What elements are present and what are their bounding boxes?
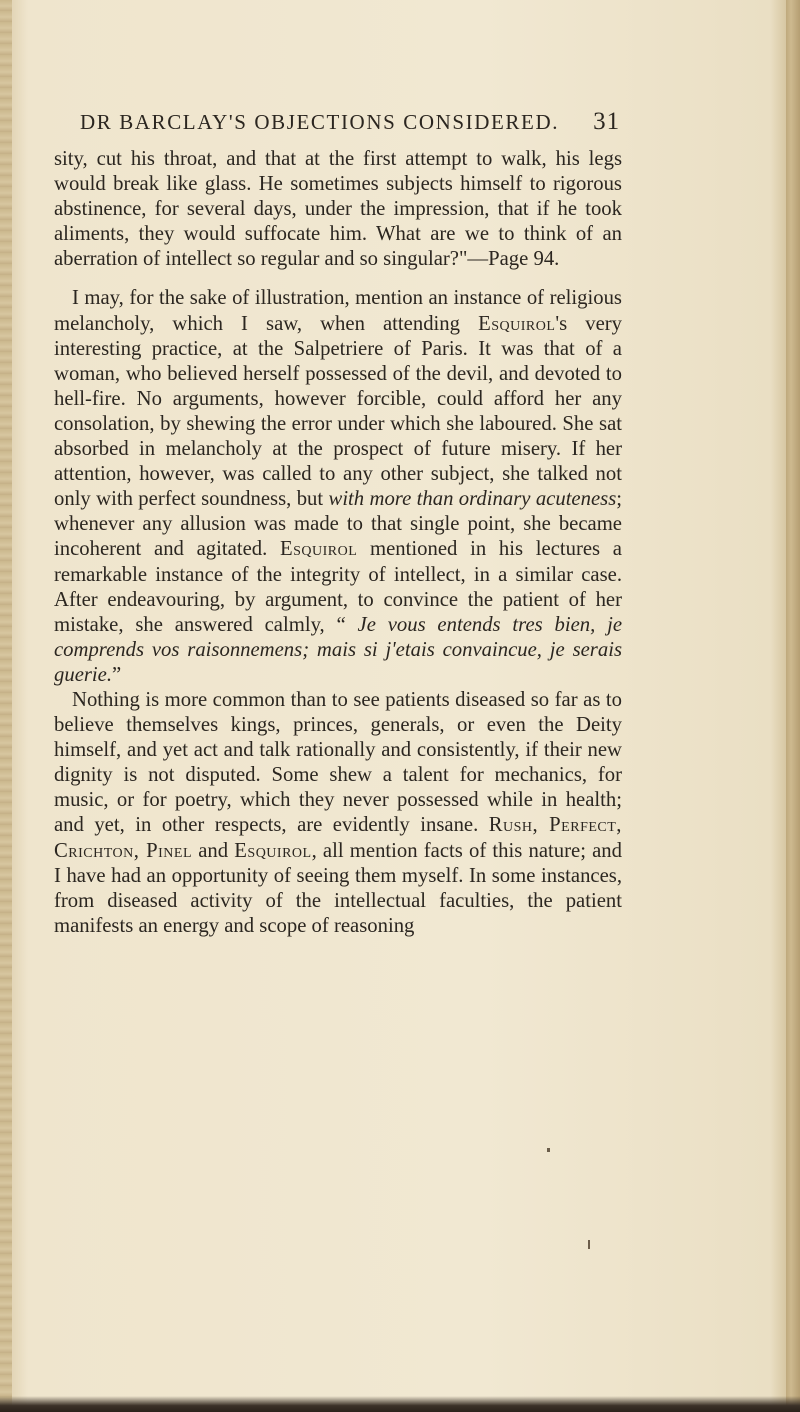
text-segment: , all mention facts of this nature; and I have had an opportunity of seeing them myself. In some instances, from diseased activity of the intellectual faculties, the patient manifests an energy and scope of reasoning bbox=[54, 839, 622, 937]
page-fore-edge bbox=[786, 0, 800, 1412]
print-blemish bbox=[547, 1148, 550, 1152]
paragraph-continuation: sity, cut his throat, and that at the first attempt to walk, his legs would break like glass. He sometimes subjects himself to rigorous abstinence, for several days, under the impression, that if he took aliments, they would suffocate him. What are we to think of an aberration of intellect so regular and so singular?"—Page 94. bbox=[54, 148, 622, 271]
author-name-esquirol: Esquirol bbox=[280, 538, 358, 561]
author-names: Rush, Perfect, Crichton, Pinel bbox=[54, 814, 622, 862]
text-segment: ; whenever any allusion was made to that single point, she became incoherent and agitated. bbox=[54, 488, 622, 561]
text-segment: 's very interesting practice, at the Salpetriere of Paris. It was that of a woman, who believed herself possessed of the devil, and devoted to hell-fire. No arguments, however forcible, could afford her any consolation, by shewing the error under which she laboured. She sat absorbed in melancholy at the prospect of future misery. If her attention, however, was called to any other subject, she talked not only with perfect soundness, but bbox=[54, 312, 622, 511]
running-head: DR BARCLAY'S OBJECTIONS CONSIDERED. bbox=[80, 110, 560, 134]
text-segment: and bbox=[192, 839, 235, 862]
paragraph-delusions bbox=[54, 688, 622, 939]
text-segment: ” bbox=[112, 663, 122, 686]
text-segment: Nothing is more common than to see patients diseased so far as to believe themselves kings, princes, generals, or even the Deity himself, and yet act and talk rationally and consistently, if their new dignity is not disputed. Some shew a talent for mechanics, for music, or for poetry, which they never possessed while in health; and yet, in other respects, are evidently insane. bbox=[54, 688, 622, 837]
page-header bbox=[80, 108, 640, 148]
author-name-esquirol: Esquirol bbox=[478, 312, 556, 335]
page-number: 31 bbox=[593, 108, 621, 135]
text-segment: I may, for the sake of illustration, mention an instance of religious melancholy, which I saw, when attending bbox=[54, 287, 622, 335]
text-segment: mentioned in his lectures a remarkable instance of the integrity of intellect, in a similar case. After endeavouring, by argument, to convince the patient of her mistake, she answered calmly, “ bbox=[54, 538, 622, 636]
page-body bbox=[54, 147, 622, 939]
french-quotation: Je vous entends tres bien, je comprends vos raisonnemens; mais si j'etais convaincue, je serais guerie. bbox=[54, 613, 622, 686]
page-gutter-edge bbox=[0, 0, 12, 1412]
paragraph-religious-melancholy bbox=[54, 286, 622, 688]
author-name-esquirol: Esquirol bbox=[234, 839, 312, 862]
print-blemish bbox=[588, 1240, 590, 1249]
italic-emphasis: with more than ordinary acuteness bbox=[328, 488, 617, 511]
scan-bottom-edge bbox=[0, 1396, 800, 1412]
